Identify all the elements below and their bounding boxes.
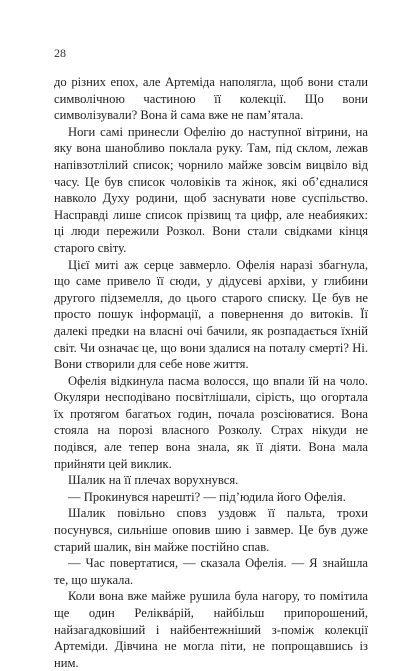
dialogue-line: — Прокинувся нарешті? — підʼюдила його Офелія. xyxy=(68,489,346,504)
body-text xyxy=(54,74,368,671)
paragraph: Коли вона вже майже рушила була нагору, то помітила ще один Реліквáрій, найбільш припорошений, найзагадковіший і найбентежніший з-поміж колекції Артеміди. Дівчина не могла піти, не попрощавшись із ним. xyxy=(54,589,368,670)
paragraph: до різних епох, але Артеміда наполягла, щоб вони стали символічною частиною її колекції. Що вони символізували? Вона й сама вже не пам’ятала. xyxy=(54,75,368,123)
paragraph: Ноги самі принесли Офелію до наступної вітрини, на яку вона шанобливо поклала руку. Там, під склом, лежав напівзотлілий список; чорнило майже зовсім вицвіло від часу. Це був список чоловіків та жінок, які об’єдналися навколо Духу родини, щоб заснувати нове суспільство. Насправді лише список прізвищ та цифр, але неабияких: ці люди пережили Розкол. Вони стали свідками кінця старого світу. xyxy=(54,124,368,255)
paragraph: Цієї миті аж серце завмерло. Офелія наразі збагнула, що саме привело її сюди, у дідусеві архіви, у глибини другого підземелля, до цього старого списку. Це був не просто пошук інформації, а повернення до витоків. Її далекі предки на власні очі бачили, як розпадається їхній світ. Чи означає це, що вони здалися на поталу смерті? Ні. Вони створили для себе нове життя. xyxy=(54,257,368,372)
page-number: 28 xyxy=(54,46,66,60)
dialogue-line: — Час повертатися, — сказала Офелія. — Я знайшла те, що шукала. xyxy=(54,556,368,587)
paragraph: Шалик на її плечах ворухнувся. xyxy=(68,473,239,488)
paragraph: Офелія відкинула пасма волосся, що впали їй на чоло. Окуляри несподівано посвітлішали, сірість, що огортала їх протягом багатьох годин, почала розсіюватися. Вона стояла на порозі власного Розколу. Страх нікуди не подівся, але тепер вона знала, як її діяти. Вона мала прийняти цей виклик. xyxy=(54,373,368,471)
paragraph: Шалик повільно сповз уздовж її пальта, трохи посунувся, сильніше оповив шию і завмер. Це був дуже старий шалик, він майже постійно спав. xyxy=(54,506,368,554)
